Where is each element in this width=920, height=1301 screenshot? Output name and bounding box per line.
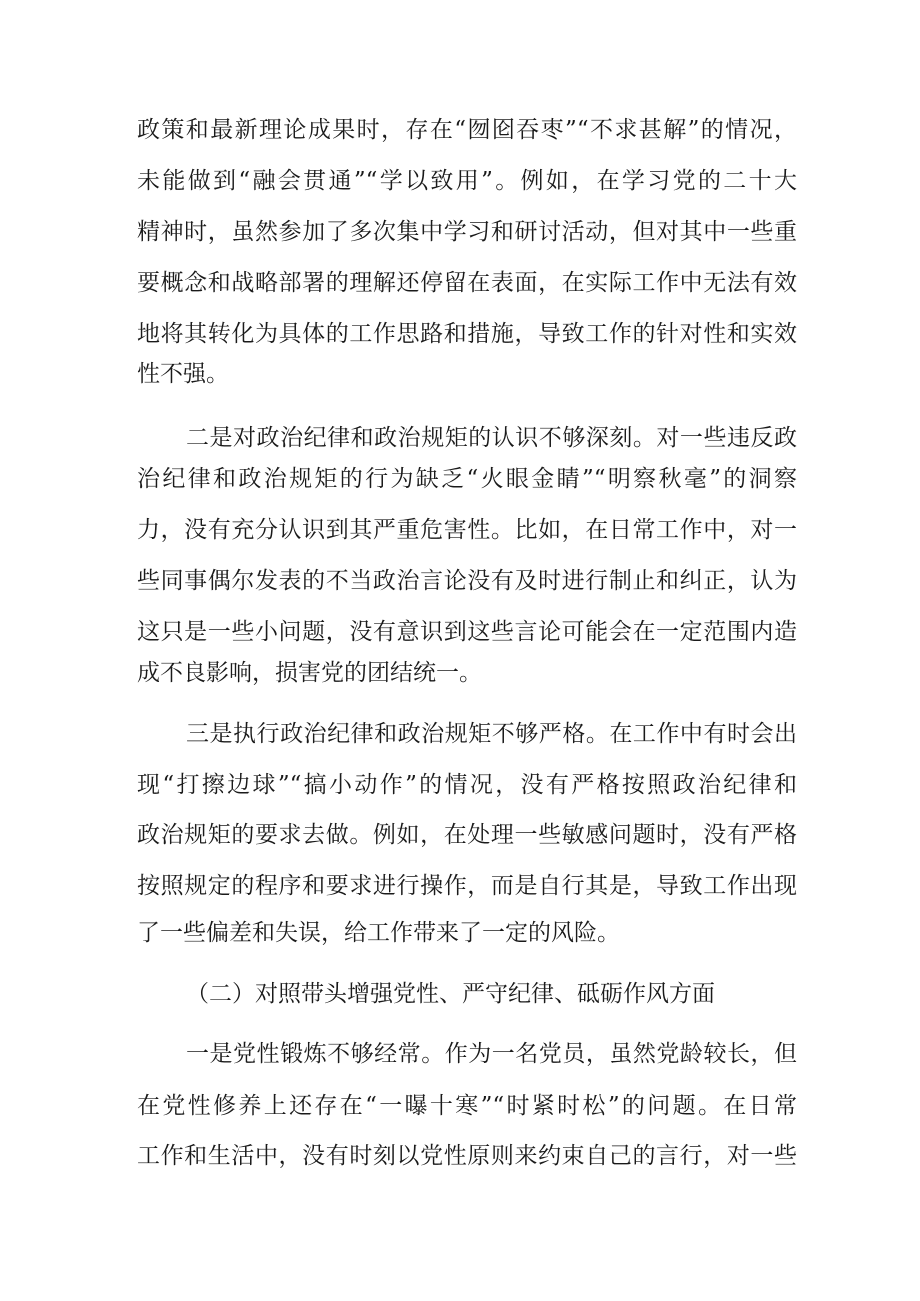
paragraph-3-line-3: 政治规矩的要求去做。例如，在处理一些敏感问题时，没有严格 [137,822,797,848]
paragraph-3-line-4: 按照规定的程序和要求进行操作，而是自行其是，导致工作出现 [137,873,797,899]
paragraph-1-line-5: 地将其转化为具体的工作思路和措施，导致工作的针对性和实效 [137,321,797,347]
paragraph-4-line-2: 在党性修养上还存在“一曝十寒”“时紧时松”的问题。在日常 [137,1093,797,1119]
paragraph-3-line-5: 了一些偏差和失误，给工作带来了一定的风险。 [137,920,620,946]
paragraph-1-line-6: 性不强。 [137,361,229,387]
paragraph-2-line-2: 治纪律和政治规矩的行为缺乏“火眼金睛”“明察秋毫”的洞察 [137,466,797,492]
paragraph-2-line-1: 二是对政治纪律和政治规矩的认识不够深刻。对一些违反政 [186,425,797,451]
paragraph-1-line-4: 要概念和战略部署的理解还停留在表面，在实际工作中无法有效 [137,270,797,296]
paragraph-2-line-3: 力，没有充分认识到其严重危害性。比如，在日常工作中，对一 [137,517,797,543]
paragraph-2-line-5: 这只是一些小问题，没有意识到这些言论可能会在一定范围内造 [137,619,797,645]
section-heading: （二）对照带头增强党性、严守纪律、砥砺作风方面 [186,981,715,1007]
paragraph-2-line-6: 成不良影响，损害党的团结统一。 [137,660,482,686]
paragraph-1-line-1: 政策和最新理论成果时，存在“囫囵吞枣”“不求甚解”的情况， [137,117,797,143]
paragraph-3-line-2: 现“打擦边球”“搞小动作”的情况，没有严格按照政治纪律和 [137,772,797,798]
paragraph-4-line-1: 一是党性锻炼不够经常。作为一名党员，虽然党龄较长，但 [186,1041,797,1067]
paragraph-1-line-2: 未能做到“融会贯通”“学以致用”。例如，在学习党的二十大 [137,168,797,194]
paragraph-2-line-4: 些同事偶尔发表的不当政治言论没有及时进行制止和纠正，认为 [137,568,797,594]
paragraph-3-line-1: 三是执行政治纪律和政治规矩不够严格。在工作中有时会出 [186,721,797,747]
paragraph-1-line-3: 精神时，虽然参加了多次集中学习和研讨活动，但对其中一些重 [137,219,797,245]
paragraph-4-line-3: 工作和生活中，没有时刻以党性原则来约束自己的言行，对一些 [137,1143,797,1169]
